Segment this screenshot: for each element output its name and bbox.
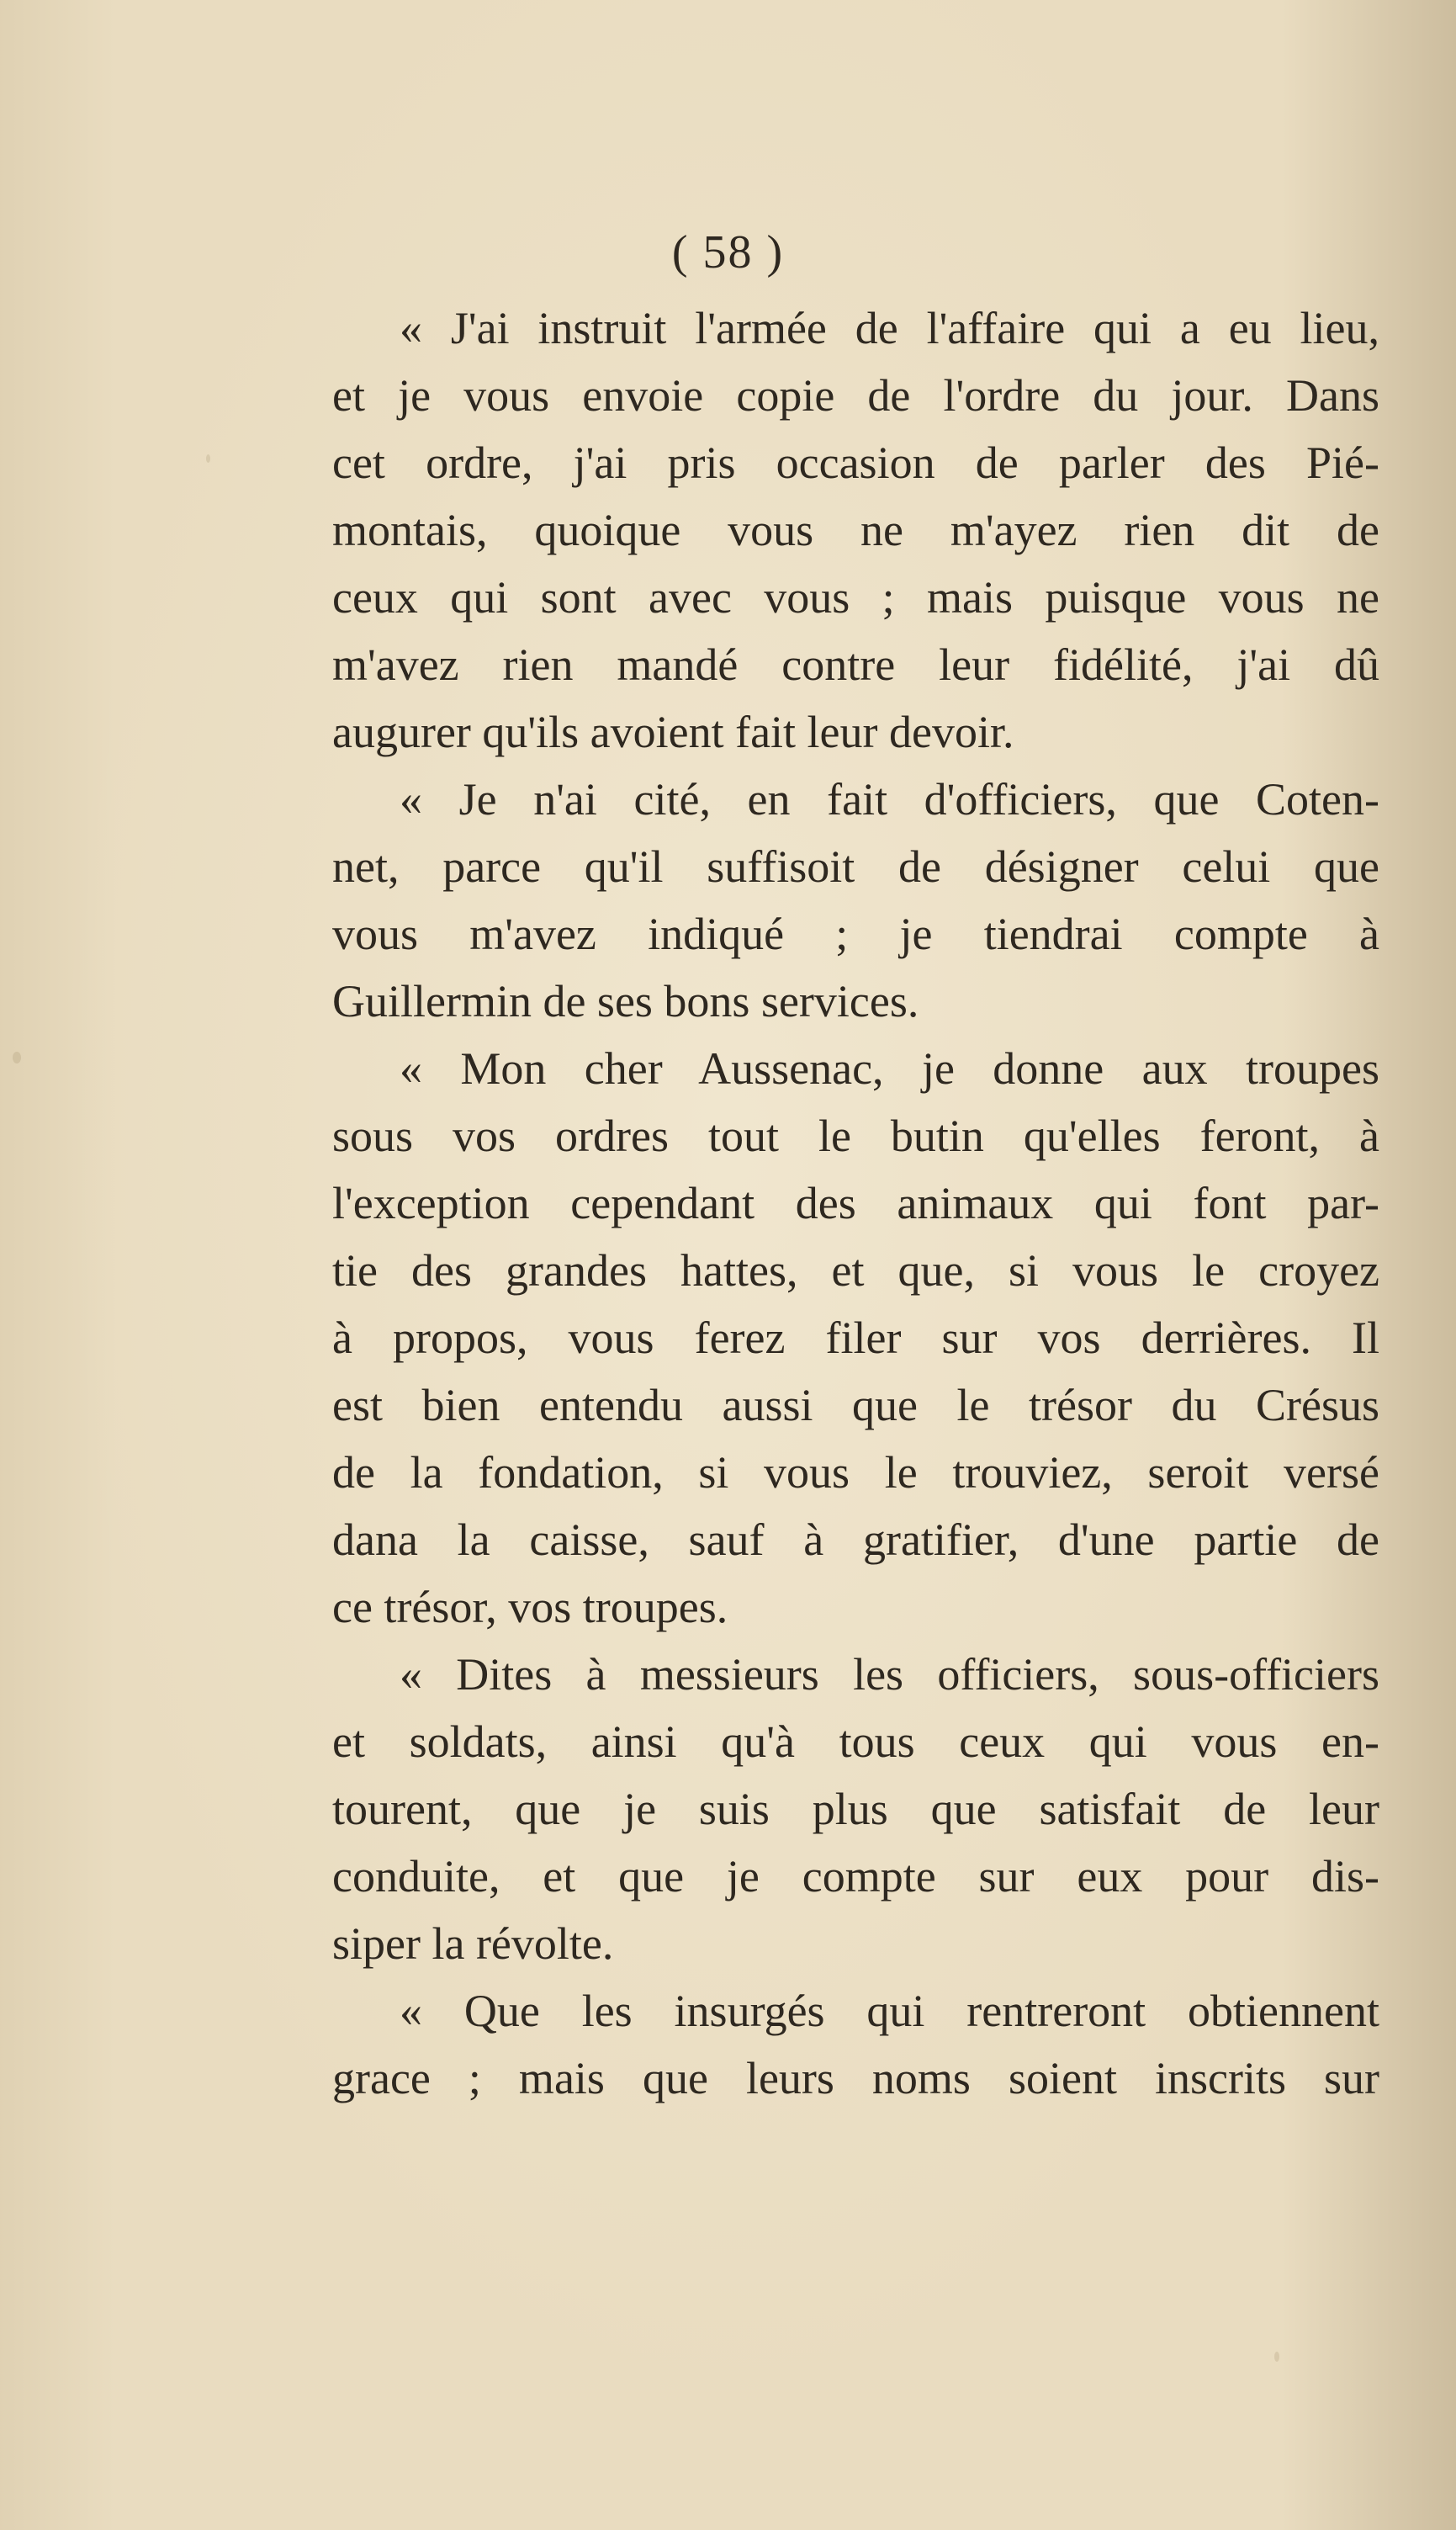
text-line: conduite, et que je compte sur eux pour dis-: [332, 1851, 1379, 1901]
text-line: de la fondation, si vous le trouviez, seroit versé: [332, 1447, 1379, 1498]
text-line: « Je n'ai cité, en fait d'officiers, que Coten-: [400, 774, 1379, 825]
text-line: grace ; mais que leurs noms soient inscrits sur: [332, 2053, 1379, 2103]
text-line: dana la caisse, sauf à gratifier, d'une partie de: [332, 1514, 1379, 1565]
text-line: augurer qu'ils avoient fait leur devoir.: [332, 707, 1014, 757]
text-line: à propos, vous ferez filer sur vos derrières. Il: [332, 1313, 1379, 1363]
text-line: ce trésor, vos troupes.: [332, 1582, 728, 1632]
text-line: tourent, que je suis plus que satisfait de leur: [332, 1784, 1379, 1834]
paper-stain: [13, 1052, 21, 1063]
text-line: montais, quoique vous ne m'ayez rien dit de: [332, 505, 1379, 555]
text-line: l'exception cependant des animaux qui font par-: [332, 1178, 1379, 1228]
page-number: ( 58 ): [671, 226, 785, 278]
text-line: Guillermin de ses bons services.: [332, 976, 919, 1026]
text-line: « Dites à messieurs les officiers, sous-officiers: [400, 1649, 1379, 1700]
text-line: « Mon cher Aussenac, je donne aux troupes: [400, 1043, 1379, 1094]
text-line: « Que les insurgés qui rentreront obtiennent: [400, 1986, 1379, 2036]
text-line: sous vos ordres tout le butin qu'elles feront, à: [332, 1111, 1379, 1161]
text-line: ceux qui sont avec vous ; mais puisque vous ne: [332, 572, 1379, 623]
text-line: et je vous envoie copie de l'ordre du jour. Dans: [332, 370, 1379, 421]
text-line: m'avez rien mandé contre leur fidélité, j'ai dû: [332, 639, 1379, 690]
text-line: cet ordre, j'ai pris occasion de parler des Pié-: [332, 438, 1379, 488]
text-line: tie des grandes hattes, et que, si vous le croyez: [332, 1245, 1379, 1296]
text-line: « J'ai instruit l'armée de l'affaire qui a eu lieu,: [400, 303, 1379, 353]
text-line: est bien entendu aussi que le trésor du Crésus: [332, 1380, 1379, 1430]
text-line: siper la révolte.: [332, 1918, 614, 1969]
paper-stain: [206, 454, 210, 463]
text-line: et soldats, ainsi qu'à tous ceux qui vous en-: [332, 1716, 1379, 1767]
text-line: net, parce qu'il suffisoit de désigner celui que: [332, 841, 1379, 892]
paper-stain: [1274, 2352, 1279, 2362]
text-line: vous m'avez indiqué ; je tiendrai compte à: [332, 909, 1379, 959]
